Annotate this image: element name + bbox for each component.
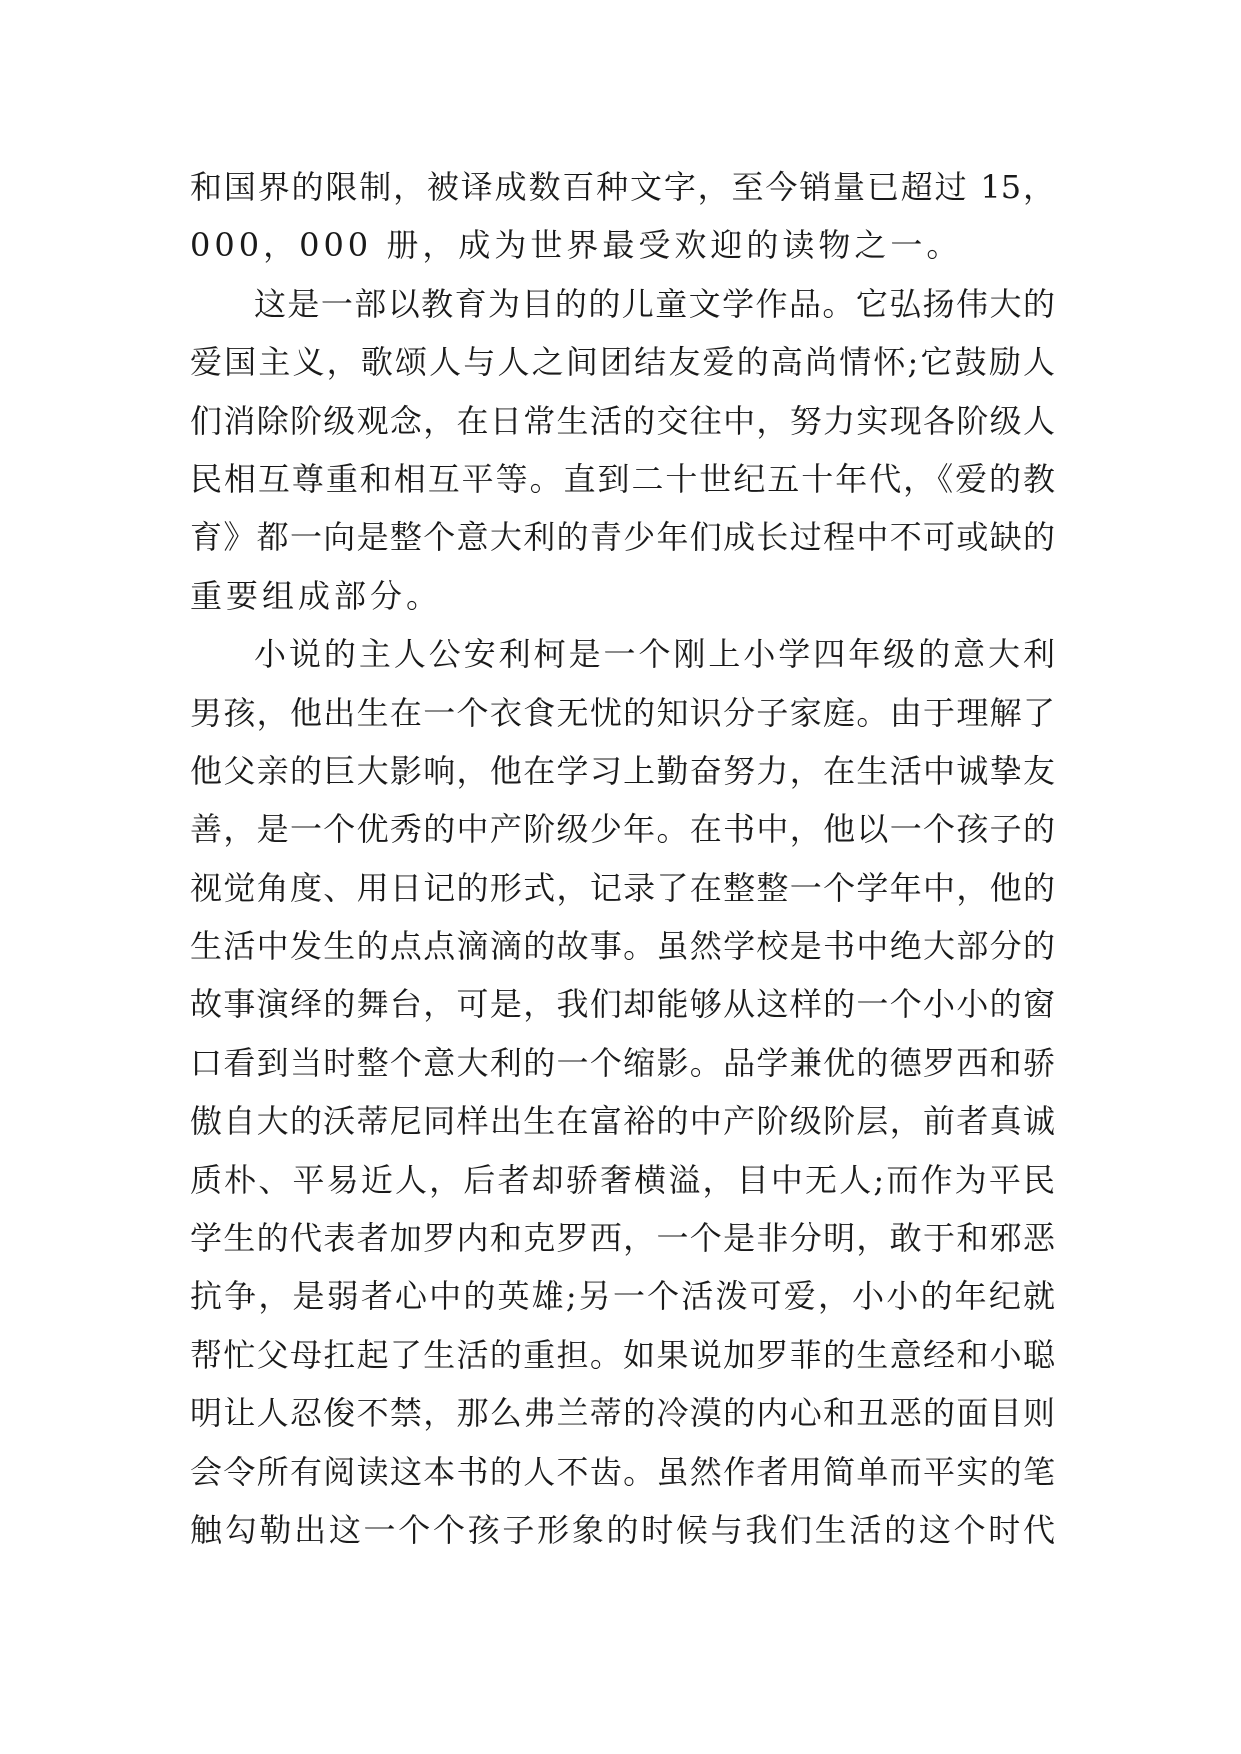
- text-line: 故事演绎的舞台，可是，我们却能够从这样的一个小小的窗: [190, 985, 1055, 1024]
- text-line: 民相互尊重和相互平等。直到二十世纪五十年代，《爱的教: [190, 459, 1055, 498]
- text-line: 善，是一个优秀的中产阶级少年。在书中，他以一个孩子的: [190, 810, 1055, 849]
- text-line: 和国界的限制，被译成数百种文字，至今销量已超过 15，: [190, 168, 1055, 206]
- text-line: 学生的代表者加罗内和克罗西，一个是非分明，敢于和邪恶: [190, 1219, 1055, 1258]
- text-line: 帮忙父母扛起了生活的重担。如果说加罗菲的生意经和小聪: [190, 1335, 1055, 1374]
- text-line: 重要组成部分。: [190, 576, 443, 615]
- text-line: 视觉角度、用日记的形式，记录了在整整一个学年中，他的: [190, 868, 1055, 907]
- text-line: 口看到当时整个意大利的一个缩影。品学兼优的德罗西和骄: [190, 1043, 1055, 1082]
- text-line: 质朴、平易近人，后者却骄奢横溢，目中无人;而作为平民: [190, 1160, 1055, 1199]
- text-line: 他父亲的巨大影响，他在学习上勤奋努力，在生活中诚挚友: [190, 751, 1055, 790]
- text-line: 明让人忍俊不禁，那么弗兰蒂的冷漠的内心和丑恶的面目则: [190, 1394, 1055, 1433]
- text-line: 抗争，是弱者心中的英雄;另一个活泼可爱，小小的年纪就: [190, 1277, 1055, 1316]
- text-line: 000，000 册，成为世界最受欢迎的读物之一。: [190, 226, 963, 265]
- text-line: 会令所有阅读这本书的人不齿。虽然作者用简单而平实的笔: [190, 1452, 1055, 1491]
- body-text: [190, 158, 1055, 1559]
- text-line: 育》都一向是整个意大利的青少年们成长过程中不可或缺的: [190, 518, 1055, 557]
- text-line: 傲自大的沃蒂尼同样出生在富裕的中产阶级阶层，前者真诚: [190, 1102, 1055, 1141]
- text-line: 触勾勒出这一个个孩子形象的时候与我们生活的这个时代: [190, 1510, 1055, 1549]
- text-line: 们消除阶级观念，在日常生活的交往中，努力实现各阶级人: [190, 401, 1055, 440]
- paragraph-first-line: 小说的主人公安利柯是一个刚上小学四年级的意大利: [254, 635, 1055, 674]
- text-line: 男孩，他出生在一个衣食无忧的知识分子家庭。由于理解了: [190, 693, 1055, 732]
- text-line: 爱国主义，歌颂人与人之间团结友爱的高尚情怀;它鼓励人: [190, 343, 1055, 382]
- text-line: 生活中发生的点点滴滴的故事。虽然学校是书中绝大部分的: [190, 927, 1055, 966]
- paragraph-first-line: 这是一部以教育为目的的儿童文学作品。它弘扬伟大的: [254, 284, 1055, 323]
